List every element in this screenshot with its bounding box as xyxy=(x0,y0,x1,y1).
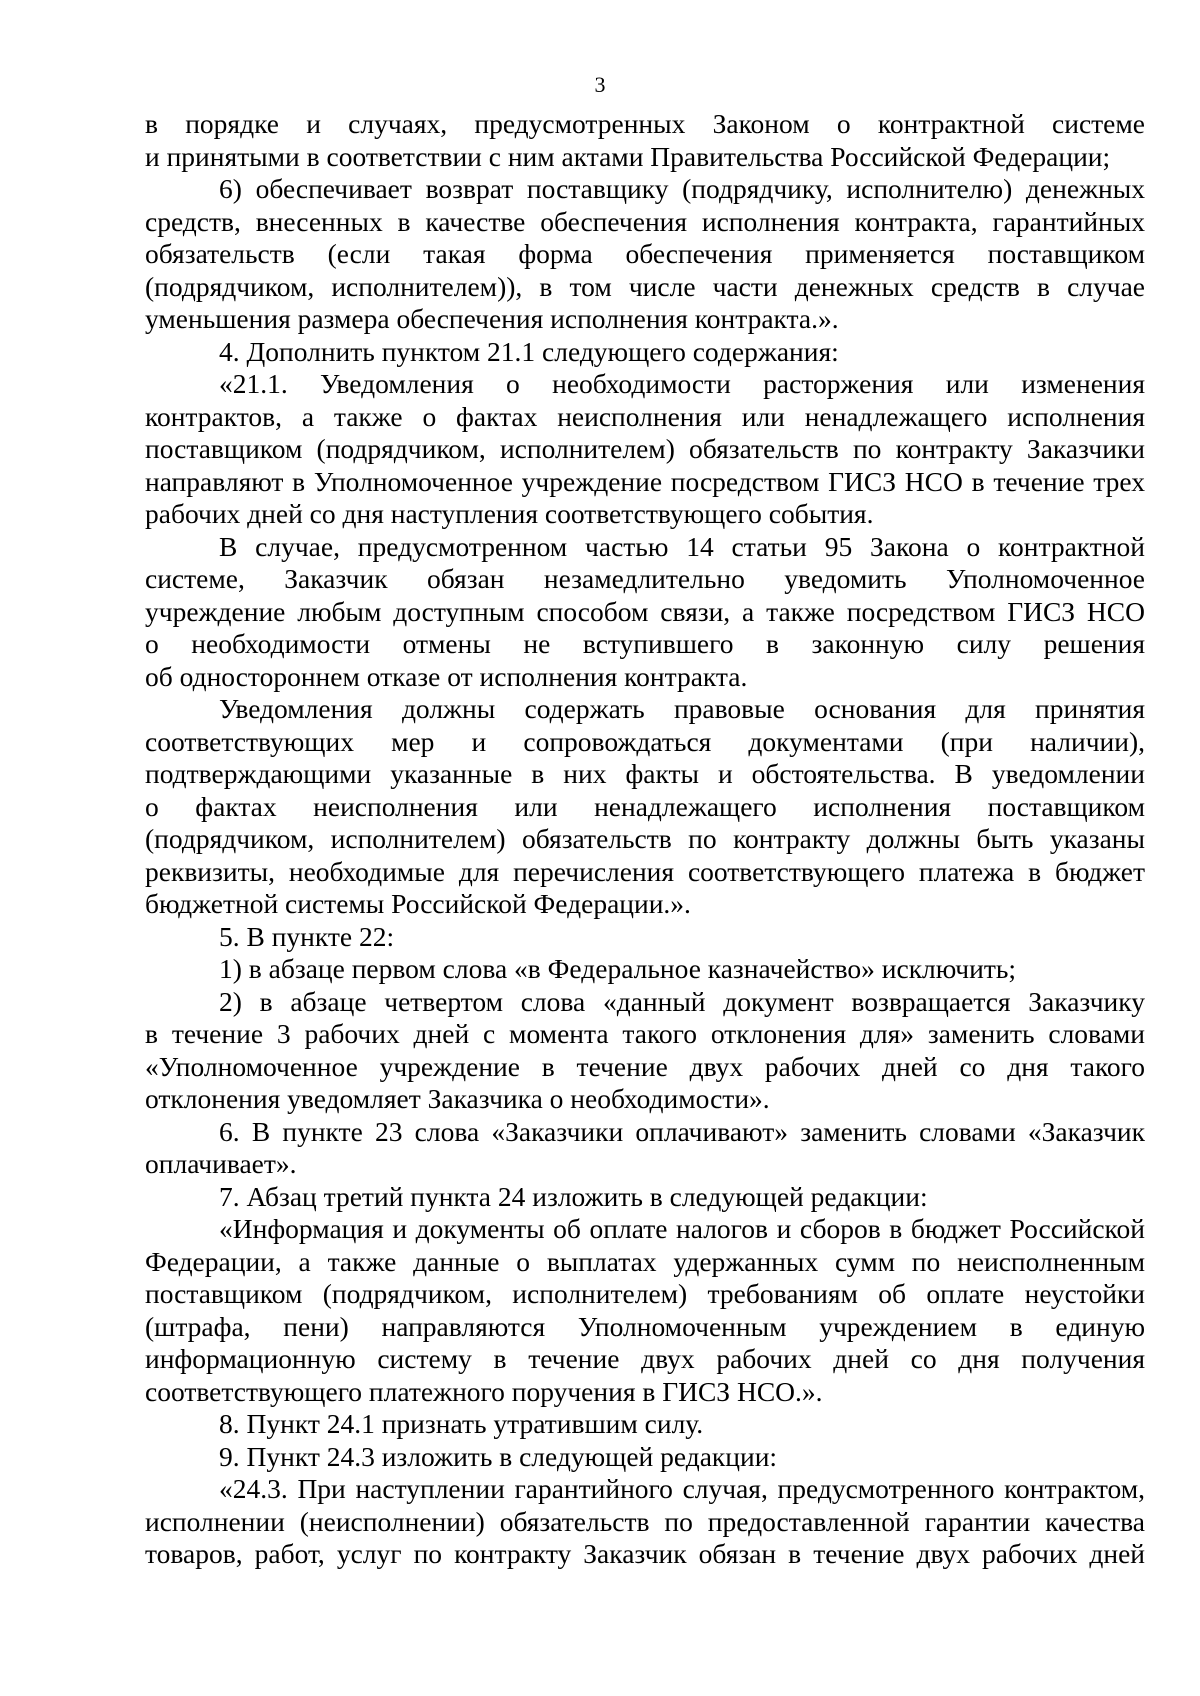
text-line: 1) в абзаце первом слова «в Федеральное казначейство» исключить; xyxy=(219,953,1017,984)
document-body xyxy=(145,108,1145,1571)
text-line: (подрядчиком, исполнителем) обязательств по контракту должны быть указаны xyxy=(145,823,1145,854)
text-line: о необходимости отмены не вступившего в законную силу решения xyxy=(145,628,1145,659)
text-line: отклонения уведомляет Заказчика о необходимости». xyxy=(145,1083,770,1114)
text-line: системе, Заказчик обязан незамедлительно уведомить Уполномоченное xyxy=(145,563,1145,594)
text-line: В случае, предусмотренном частью 14 статьи 95 Закона о контрактной xyxy=(219,530,1145,562)
text-line: (штрафа, пени) направляются Уполномоченным учреждением в единую xyxy=(145,1310,1145,1342)
text-line: соответствующих мер и сопровождаться документами (при наличии), xyxy=(145,725,1145,757)
text-line: 6. В пункте 23 слова «Заказчики оплачивают» заменить словами «Заказчик xyxy=(219,1115,1145,1147)
text-line: поставщиком (подрядчиком, исполнителем) требованиям об оплате неустойки xyxy=(145,1278,1145,1309)
text-line: «Информация и документы об оплате налогов и сборов в бюджет Российской xyxy=(219,1213,1145,1244)
text-line: в порядке и случаях, предусмотренных Законом о контрактной системе xyxy=(145,108,1145,139)
text-line: об одностороннем отказе от исполнения контракта. xyxy=(145,660,748,692)
text-line: уменьшения размера обеспечения исполнения контракта.». xyxy=(145,303,839,334)
text-line: 4. Дополнить пунктом 21.1 следующего содержания: xyxy=(219,335,839,367)
text-line: соответствующего платежного поручения в ГИСЗ НСО.». xyxy=(145,1375,823,1407)
text-line: оплачивает». xyxy=(145,1148,297,1179)
text-line: «24.3. При наступлении гарантийного случая, предусмотренного контрактом, xyxy=(219,1473,1145,1504)
text-line: в течение 3 рабочих дней с момента такого отклонения для» заменить словами xyxy=(145,1018,1145,1049)
text-line: «Уполномоченное учреждение в течение двух рабочих дней со дня такого xyxy=(145,1050,1145,1082)
text-line: учреждение любым доступным способом связи, а также посредством ГИСЗ НСО xyxy=(145,595,1145,627)
text-line: 5. В пункте 22: xyxy=(219,920,395,952)
text-line: обязательств (если такая форма обеспечения применяется поставщиком xyxy=(145,238,1145,269)
text-line: 9. Пункт 24.3 изложить в следующей редакции: xyxy=(219,1440,778,1472)
page-number: 3 xyxy=(594,72,606,97)
text-line: 8. Пункт 24.1 признать утратившим силу. xyxy=(219,1408,704,1439)
text-line: о фактах неисполнения или ненадлежащего исполнения поставщиком xyxy=(145,790,1145,822)
text-line: подтверждающими указанные в них факты и обстоятельства. В уведомлении xyxy=(145,758,1145,789)
text-line: 6) обеспечивает возврат поставщику (подрядчику, исполнителю) денежных xyxy=(219,173,1145,204)
text-line: контрактов, а также о фактах неисполнения или ненадлежащего исполнения xyxy=(145,400,1145,432)
text-line: (подрядчиком, исполнителем)), в том числе части денежных средств в случае xyxy=(145,270,1145,302)
text-line: 7. Абзац третий пункта 24 изложить в следующей редакции: xyxy=(219,1180,928,1212)
text-line: и принятыми в соответствии с ним актами Правительства Российской Федерации; xyxy=(145,140,1111,172)
text-line: Федерации, а также данные о выплатах удержанных сумм по неисполненным xyxy=(145,1245,1145,1277)
text-line: реквизиты, необходимые для перечисления соответствующего платежа в бюджет xyxy=(145,855,1145,887)
text-line: 2) в абзаце четвертом слова «данный документ возвращается Заказчику xyxy=(219,985,1145,1017)
text-line: исполнении (неисполнении) обязательств по предоставленной гарантии качества xyxy=(145,1505,1145,1537)
text-line: направляют в Уполномоченное учреждение посредством ГИСЗ НСО в течение трех xyxy=(145,465,1145,497)
text-line: рабочих дней со дня наступления соответствующего события. xyxy=(145,498,874,529)
text-line: «21.1. Уведомления о необходимости расторжения или изменения xyxy=(219,368,1145,399)
text-line: Уведомления должны содержать правовые основания для принятия xyxy=(219,693,1145,724)
text-line: поставщиком (подрядчиком, исполнителем) обязательств по контракту Заказчики xyxy=(145,433,1145,464)
text-line: товаров, работ, услуг по контракту Заказчик обязан в течение двух рабочих дней xyxy=(145,1538,1145,1569)
text-line: бюджетной системы Российской Федерации.». xyxy=(145,888,691,919)
text-line: средств, внесенных в качестве обеспечения исполнения контракта, гарантийных xyxy=(145,205,1145,237)
text-line: информационную систему в течение двух рабочих дней со дня получения xyxy=(145,1343,1145,1374)
